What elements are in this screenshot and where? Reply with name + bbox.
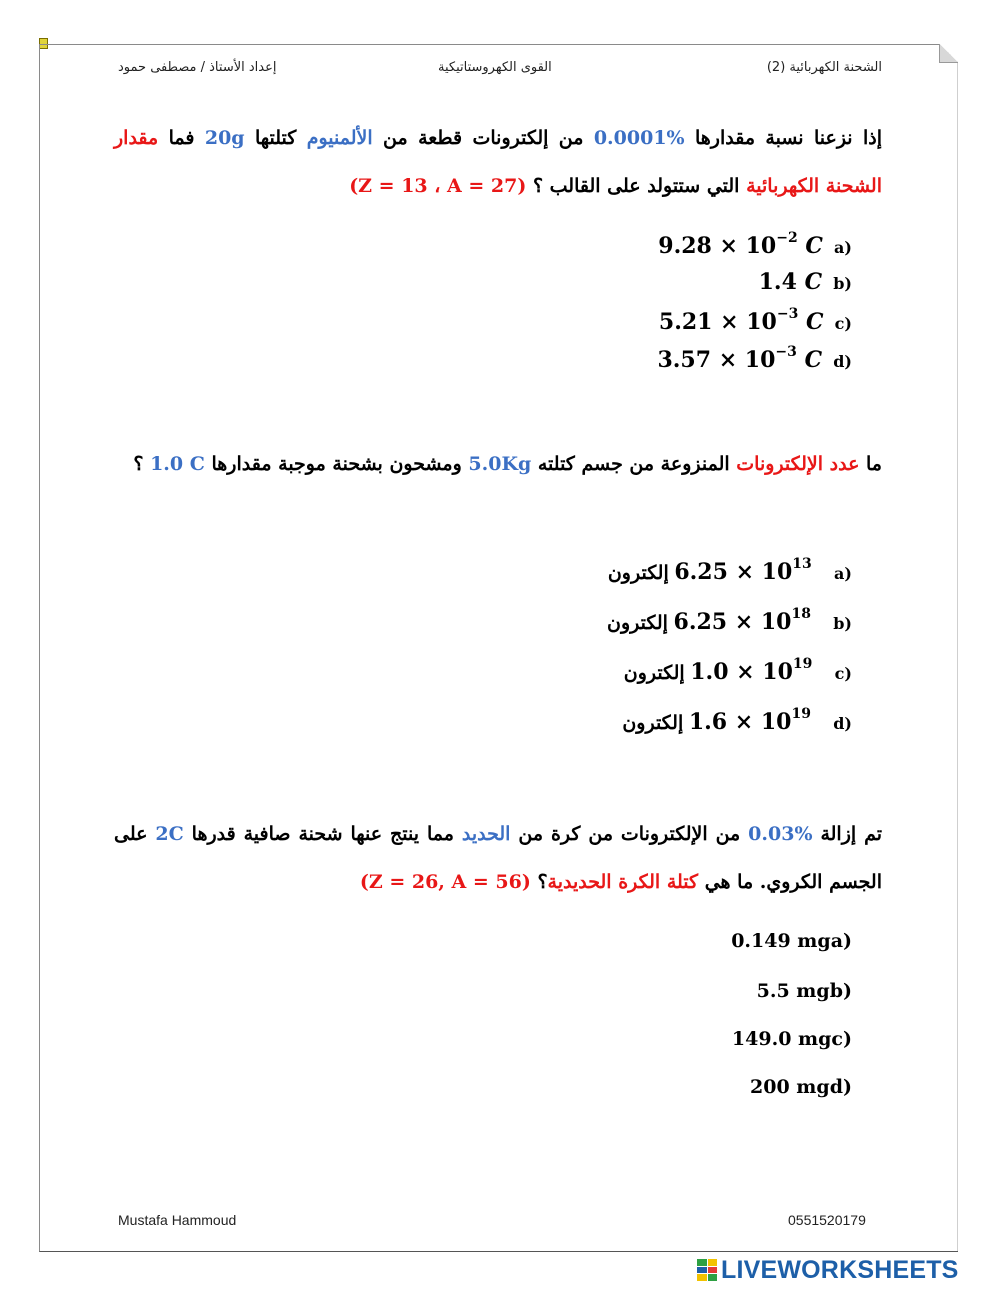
q3-highlight: كتلة الكرة الحديدية: [547, 871, 699, 893]
q3-metal: الحديد: [461, 823, 511, 845]
page-fold-corner: [939, 44, 958, 63]
q3-charge: 2C: [155, 823, 184, 845]
q2-option-a[interactable]: (a $6.25 \times 10^{13}$ إلكترون: [607, 556, 852, 585]
q3-option-c[interactable]: (c149.0 mg: [731, 1028, 852, 1050]
q1-percent: 0.0001%: [593, 127, 685, 149]
q2-option-c[interactable]: (c $1.0 \times 10^{19}$ إلكترون: [623, 656, 852, 685]
q1-option-a[interactable]: (a $9.28 \times 10^{-2}$ C: [658, 230, 852, 259]
header-topic: القوى الكهروستاتيكية: [438, 60, 552, 75]
q2-charge: 1.0 C: [150, 453, 205, 475]
footer-phone: 0551520179: [788, 1212, 866, 1228]
logo-text: LIVEWORKSHEETS: [721, 1255, 959, 1284]
q2-mass: 5.0Kg: [468, 453, 532, 475]
header-lesson: الشحنة الكهربائية (2): [766, 60, 882, 75]
q1-option-c[interactable]: (c $5.21 \times 10^{-3}$ C: [658, 306, 852, 335]
q3-percent: 0.03%: [748, 823, 813, 845]
q1-highlight: مقدار الشحنة الكهربائية: [114, 127, 882, 197]
q1-metal: الألمنيوم: [306, 127, 373, 149]
header-author: إعداد الأستاذ / مصطفى حمود: [118, 60, 277, 75]
question-2: ما عدد الإلكترونات المنزوعة من جسم كتلته 5.0Kg ومشحون بشحنة موجبة مقدارها 1.0 C ؟: [133, 453, 882, 475]
q3-option-d[interactable]: (d200 mg: [750, 1076, 852, 1098]
liveworksheets-logo[interactable]: [697, 1257, 959, 1283]
q1-mass: 20g: [204, 127, 245, 149]
q1-option-b[interactable]: (b 1.4 C: [758, 269, 852, 295]
logo-cube-icon: [697, 1259, 717, 1281]
q1-given: (Z = 13 ، A = 27): [349, 175, 527, 197]
q2-option-b[interactable]: (b $6.25 \times 10^{18}$ إلكترون: [607, 606, 852, 635]
footer-author-name: Mustafa Hammoud: [118, 1212, 237, 1228]
page-frame: [39, 44, 958, 1252]
q3-option-a[interactable]: (a0.149 mg: [731, 930, 852, 952]
q2-option-d[interactable]: (d $1.6 \times 10^{19}$ إلكترون: [622, 706, 852, 735]
question-1: إذا نزعنا نسبة مقدارها 0.0001% من إلكترونات قطعة من الألمنيوم كتلتها 20g فما مقدار الشحنة الكهربائية التي ستتولد على القالب ؟ (Z = 13 ، A = 27): [114, 127, 882, 197]
q1-option-d[interactable]: (d $3.57 \times 10^{-3}$ C: [657, 344, 852, 373]
q3-option-b[interactable]: (b5.5 mg: [756, 980, 852, 1002]
q2-highlight: عدد الإلكترونات: [736, 453, 860, 475]
question-3: تم إزالة 0.03% من الإلكترونات من كرة من الحديد مما ينتج عنها شحنة صافية قدرها 2C على الجسم الكروي. ما هي كتلة الكرة الحديدية؟ (Z = 26, A = 56): [114, 823, 883, 893]
q3-given: (Z = 26, A = 56): [359, 871, 531, 893]
